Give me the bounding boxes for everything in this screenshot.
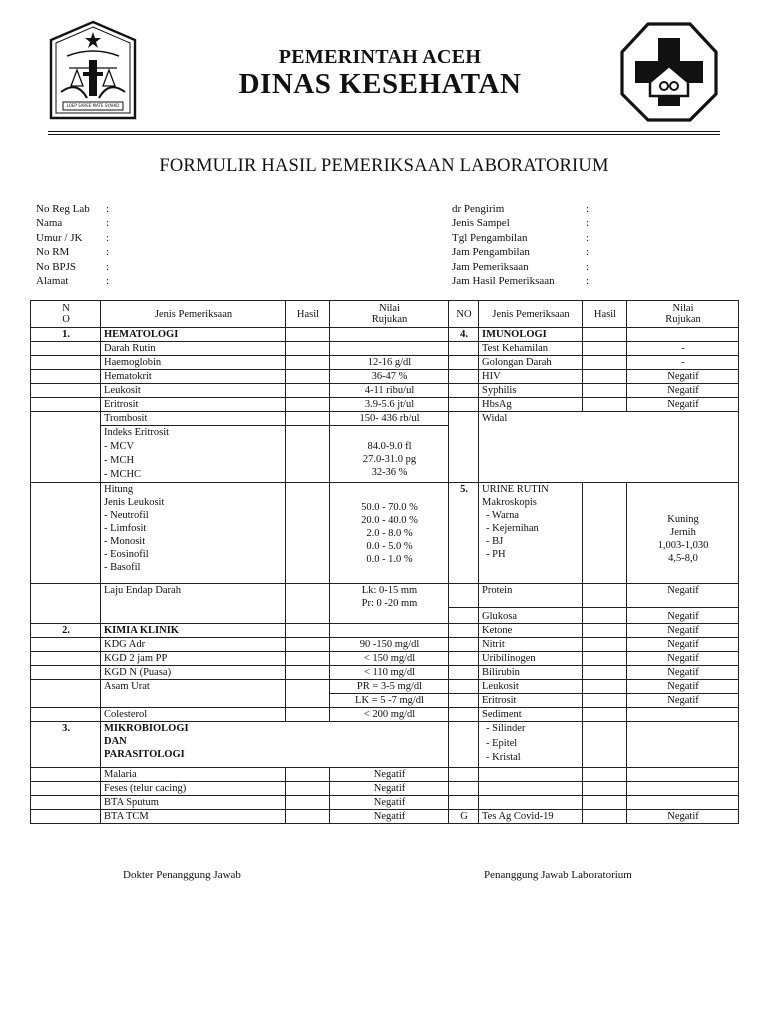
result-cell[interactable] <box>286 652 330 666</box>
ref-value: 3.9-5.6 jt/ul <box>330 398 449 412</box>
table-row <box>31 356 739 370</box>
ref-list <box>330 426 449 483</box>
result-cell[interactable] <box>583 398 627 412</box>
urine-cell <box>479 483 583 584</box>
test-name: BTA TCM <box>101 810 286 824</box>
test-name: Darah Rutin <box>101 342 286 356</box>
test-name: Malaria <box>101 768 286 782</box>
col-header-no: N O <box>31 301 101 328</box>
hitung-jenis-cell <box>101 483 286 584</box>
field-label: No Reg Lab <box>36 203 90 215</box>
result-cell[interactable] <box>286 666 330 680</box>
list-item: - MCV <box>104 441 135 452</box>
result-cell[interactable] <box>286 342 330 356</box>
patient-separators-left <box>106 202 116 288</box>
table-row <box>31 624 739 638</box>
list-item: - Neutrofil <box>104 510 149 521</box>
result-cell[interactable] <box>286 584 330 624</box>
ref-value: 0.0 - 1.0 % <box>366 554 413 565</box>
table-header-row <box>31 301 739 328</box>
field-separator: : <box>106 274 110 287</box>
result-cell[interactable] <box>286 624 330 638</box>
table-row <box>31 342 739 356</box>
result-cell[interactable] <box>286 384 330 398</box>
result-cell[interactable] <box>286 796 330 810</box>
field-label: Tgl Pengambilan <box>452 231 528 244</box>
ref-list <box>627 483 739 584</box>
field-separator: : <box>106 231 110 244</box>
ref-value: Pr: 0 -20 mm <box>361 598 418 609</box>
ref-value: 32-36 % <box>371 467 408 478</box>
ref-value: LK = 5 -7 mg/dl <box>330 694 449 708</box>
result-cell[interactable] <box>583 624 627 638</box>
ref-cell <box>627 328 739 342</box>
ref-value: 0.0 - 5.0 % <box>366 541 413 552</box>
table-row <box>31 708 739 722</box>
sedimen-list <box>479 722 583 768</box>
header-rule <box>48 131 720 132</box>
col-header-nilai: Nilai Rujukan <box>330 301 449 328</box>
section-title-line: MIKROBIOLOGI <box>104 723 189 734</box>
result-cell[interactable] <box>583 638 627 652</box>
result-cell[interactable] <box>583 342 627 356</box>
list-item: - Kejernihan <box>486 523 539 534</box>
table-row <box>31 638 739 652</box>
section-title: KIMIA KLINIK <box>101 624 286 638</box>
header-rule-thin <box>48 134 720 135</box>
result-value: Negatif <box>330 796 449 810</box>
section-title-line: PARASITOLOGI <box>104 749 185 760</box>
field-label: Jenis Sampel <box>452 217 510 230</box>
test-name: BTA Sputum <box>101 796 286 810</box>
table-row <box>31 782 739 796</box>
field-separator: : <box>106 217 110 230</box>
ref-list <box>330 584 449 624</box>
ref-value: 90 -150 mg/dl <box>330 638 449 652</box>
field-separator: : <box>106 246 110 259</box>
ref-value: 84.0-9.0 fl <box>367 441 412 452</box>
test-name: Widal <box>479 412 739 483</box>
table-row <box>31 370 739 384</box>
ref-list <box>330 483 449 584</box>
test-name: Hitung <box>104 484 134 495</box>
section-number: 5. <box>449 483 479 584</box>
list-item: - Basofil <box>104 562 141 573</box>
test-name: Eritrosit <box>479 694 583 708</box>
indeks-eritrosit-cell <box>101 426 286 483</box>
ref-value: < 150 mg/dl <box>330 652 449 666</box>
ref-value: 150- 436 rb/ul <box>330 412 449 426</box>
result-cell[interactable] <box>583 708 627 722</box>
test-name: Hematokrit <box>101 370 286 384</box>
patient-labels-left <box>36 202 106 288</box>
result-cell[interactable] <box>583 608 627 624</box>
test-name: Nitrit <box>479 638 583 652</box>
table-row <box>31 652 739 666</box>
ref-cell <box>330 328 449 342</box>
ref-value: Negatif <box>627 652 739 666</box>
ref-value: 36-47 % <box>330 370 449 384</box>
result-cell[interactable] <box>583 680 627 694</box>
table-row <box>31 384 739 398</box>
ref-value: < 200 mg/dl <box>330 708 449 722</box>
table-row <box>31 680 739 694</box>
test-name: Asam Urat <box>101 680 286 708</box>
result-cell[interactable] <box>286 810 330 824</box>
ref-value: Jernih <box>670 527 696 538</box>
field-label: Jam Pemeriksaan <box>452 260 529 273</box>
col-header-hasil: Hasil <box>583 301 627 328</box>
test-name: Sediment <box>479 708 583 722</box>
result-cell[interactable] <box>286 708 330 722</box>
ref-value: PR = 3-5 mg/dl <box>330 680 449 694</box>
test-name: KDG Adr <box>101 638 286 652</box>
lab-signature-label: Penanggung Jawab Laboratorium <box>484 869 632 881</box>
test-name: Golongan Darah <box>479 356 583 370</box>
test-name: Glukosa <box>479 608 583 624</box>
list-item: - Monosit <box>104 536 146 547</box>
test-name: Tes Ag Covid-19 <box>479 810 583 824</box>
result-cell[interactable] <box>286 356 330 370</box>
section-number: G <box>449 810 479 824</box>
list-item: - Kristal <box>486 752 521 763</box>
table-row <box>31 796 739 810</box>
test-name: Leukosit <box>101 384 286 398</box>
test-name: HbsAg <box>479 398 583 412</box>
field-label: No RM <box>36 246 70 259</box>
test-name: Jenis Leukosit <box>104 497 165 508</box>
ref-value: Negatif <box>627 638 739 652</box>
ref-value: < 110 mg/dl <box>330 666 449 680</box>
field-label: Umur / JK <box>36 231 83 244</box>
section-title: URINE RUTIN <box>482 484 549 495</box>
result-cell[interactable] <box>583 810 627 824</box>
government-name: PEMERINTAH ACEH <box>278 46 482 68</box>
table-row <box>31 722 739 768</box>
field-label: Nama <box>36 217 63 230</box>
test-name: Haemoglobin <box>101 356 286 370</box>
result-value: Negatif <box>330 782 449 796</box>
doctor-signature-label: Dokter Penanggung Jawab <box>123 869 241 881</box>
test-name: KGD 2 jam PP <box>101 652 286 666</box>
section-title: IMUNOLOGI <box>479 328 583 342</box>
col-header-jenis: Jenis Pemeriksaan <box>101 301 286 328</box>
list-item: - MCHC <box>104 469 142 480</box>
field-separator: : <box>106 203 110 215</box>
list-item: - MCH <box>104 455 135 466</box>
result-cell[interactable] <box>286 370 330 384</box>
result-cell[interactable] <box>286 426 330 483</box>
test-name: Trombosit <box>101 412 286 426</box>
result-cell[interactable] <box>583 370 627 384</box>
test-name: Leukosit <box>479 680 583 694</box>
result-cell[interactable] <box>286 483 330 584</box>
test-name: Feses (telur cacing) <box>101 782 286 796</box>
test-name: Makroskopis <box>482 497 537 508</box>
ref-value: 4,5-8,0 <box>668 553 698 564</box>
ref-value: 2.0 - 8.0 % <box>366 528 413 539</box>
ref-cell <box>330 342 449 356</box>
result-cell[interactable] <box>583 666 627 680</box>
table-row <box>31 584 739 608</box>
field-label: dr Pengirim <box>452 203 505 215</box>
result-cell[interactable] <box>583 384 627 398</box>
field-label: Jam Pengambilan <box>452 246 530 259</box>
section-title <box>101 722 449 768</box>
field-separator: : <box>106 260 110 273</box>
ref-value: 27.0-31.0 pg <box>362 454 417 465</box>
ref-value: Negatif <box>627 680 739 694</box>
result-cell[interactable] <box>583 652 627 666</box>
result-cell[interactable] <box>286 680 330 708</box>
table-row <box>31 412 739 426</box>
ref-value: Negatif <box>627 694 739 708</box>
result-cell[interactable] <box>286 768 330 782</box>
list-item: - Warna <box>486 510 520 521</box>
table-row <box>31 328 739 342</box>
list-item: - BJ <box>486 536 504 547</box>
field-separator: : <box>586 231 590 244</box>
col-header-no: NO <box>449 301 479 328</box>
test-name: KGD N (Puasa) <box>101 666 286 680</box>
test-name: Syphilis <box>479 384 583 398</box>
result-cell[interactable] <box>286 398 330 412</box>
patient-separators-right <box>586 202 596 288</box>
result-cell[interactable] <box>583 722 627 768</box>
test-name: Laju Endap Darah <box>101 584 286 624</box>
list-item: - Silinder <box>486 723 526 734</box>
ref-value: - <box>627 342 739 356</box>
result-cell[interactable] <box>286 782 330 796</box>
seal-motto: LOEP SAREE MATE SYAHID <box>66 103 120 108</box>
section-title: HEMATOLOGI <box>101 328 286 342</box>
result-value: Negatif <box>330 810 449 824</box>
result-cell[interactable] <box>583 584 627 608</box>
department-name: DINAS KESEHATAN <box>238 68 522 100</box>
ref-value: 1,003-1,030 <box>657 540 709 551</box>
table-row <box>31 666 739 680</box>
ref-value: Negatif <box>627 384 739 398</box>
health-cross-logo <box>620 22 718 122</box>
result-value: Negatif <box>330 768 449 782</box>
field-label: No BPJS <box>36 260 77 273</box>
result-cell[interactable] <box>583 694 627 708</box>
table-row <box>31 483 739 584</box>
section-number: 4. <box>449 328 479 342</box>
lab-results-table <box>30 300 739 824</box>
col-header-jenis: Jenis Pemeriksaan <box>479 301 583 328</box>
ref-value: 50.0 - 70.0 % <box>361 502 418 513</box>
list-item: - PH <box>486 549 506 560</box>
ref-value: Kuning <box>667 514 699 525</box>
result-cell[interactable] <box>286 638 330 652</box>
list-item: - Eosinofil <box>104 549 149 560</box>
result-cell[interactable] <box>583 356 627 370</box>
ref-value: Negatif <box>627 398 739 412</box>
section-number: 3. <box>31 722 101 768</box>
patient-labels-right <box>452 202 582 288</box>
form-title: FORMULIR HASIL PEMERIKSAAN LABORATORIUM <box>159 156 609 176</box>
ref-value: Lk: 0-15 mm <box>361 585 418 596</box>
test-name: Protein <box>479 584 583 608</box>
test-name: Ketone <box>479 624 583 638</box>
field-separator: : <box>586 203 590 215</box>
result-cell[interactable] <box>583 483 627 584</box>
col-header-hasil: Hasil <box>286 301 330 328</box>
result-cell[interactable] <box>286 328 330 342</box>
table-row <box>31 398 739 412</box>
ref-value: - <box>627 356 739 370</box>
test-name: Uribilinogen <box>479 652 583 666</box>
test-name: Test Kehamilan <box>479 342 583 356</box>
ref-value: 20.0 - 40.0 % <box>361 515 418 526</box>
section-title-line: DAN <box>104 736 127 747</box>
test-name: Colesterol <box>101 708 286 722</box>
ref-value: Negatif <box>627 608 739 624</box>
ref-value: 4-11 ribu/ul <box>330 384 449 398</box>
col-header-nilai: Nilai Rujukan <box>627 301 739 328</box>
test-name: Bilirubin <box>479 666 583 680</box>
ref-value: Negatif <box>627 370 739 384</box>
ref-value: Negatif <box>627 666 739 680</box>
list-item: - Limfosit <box>104 523 147 534</box>
ref-value: Negatif <box>627 810 739 824</box>
field-separator: : <box>586 274 590 287</box>
ref-value: 12-16 g/dl <box>330 356 449 370</box>
field-label: Alamat <box>36 274 69 287</box>
section-number: 1. <box>31 328 101 342</box>
result-cell[interactable] <box>286 412 330 426</box>
list-item: - Epitel <box>486 737 518 749</box>
field-separator: : <box>586 246 590 259</box>
field-separator: : <box>586 217 590 230</box>
section-number: 2. <box>31 624 101 638</box>
field-separator: : <box>586 260 590 273</box>
field-label: Jam Hasil Pemeriksaan <box>452 274 555 287</box>
test-name: HIV <box>479 370 583 384</box>
table-row <box>31 768 739 782</box>
test-name: Eritrosit <box>101 398 286 412</box>
ref-value: Negatif <box>627 624 739 638</box>
ref-value: Negatif <box>627 584 739 608</box>
result-cell[interactable] <box>583 328 627 342</box>
test-name: Indeks Eritrosit <box>104 427 170 438</box>
table-row <box>31 810 739 824</box>
